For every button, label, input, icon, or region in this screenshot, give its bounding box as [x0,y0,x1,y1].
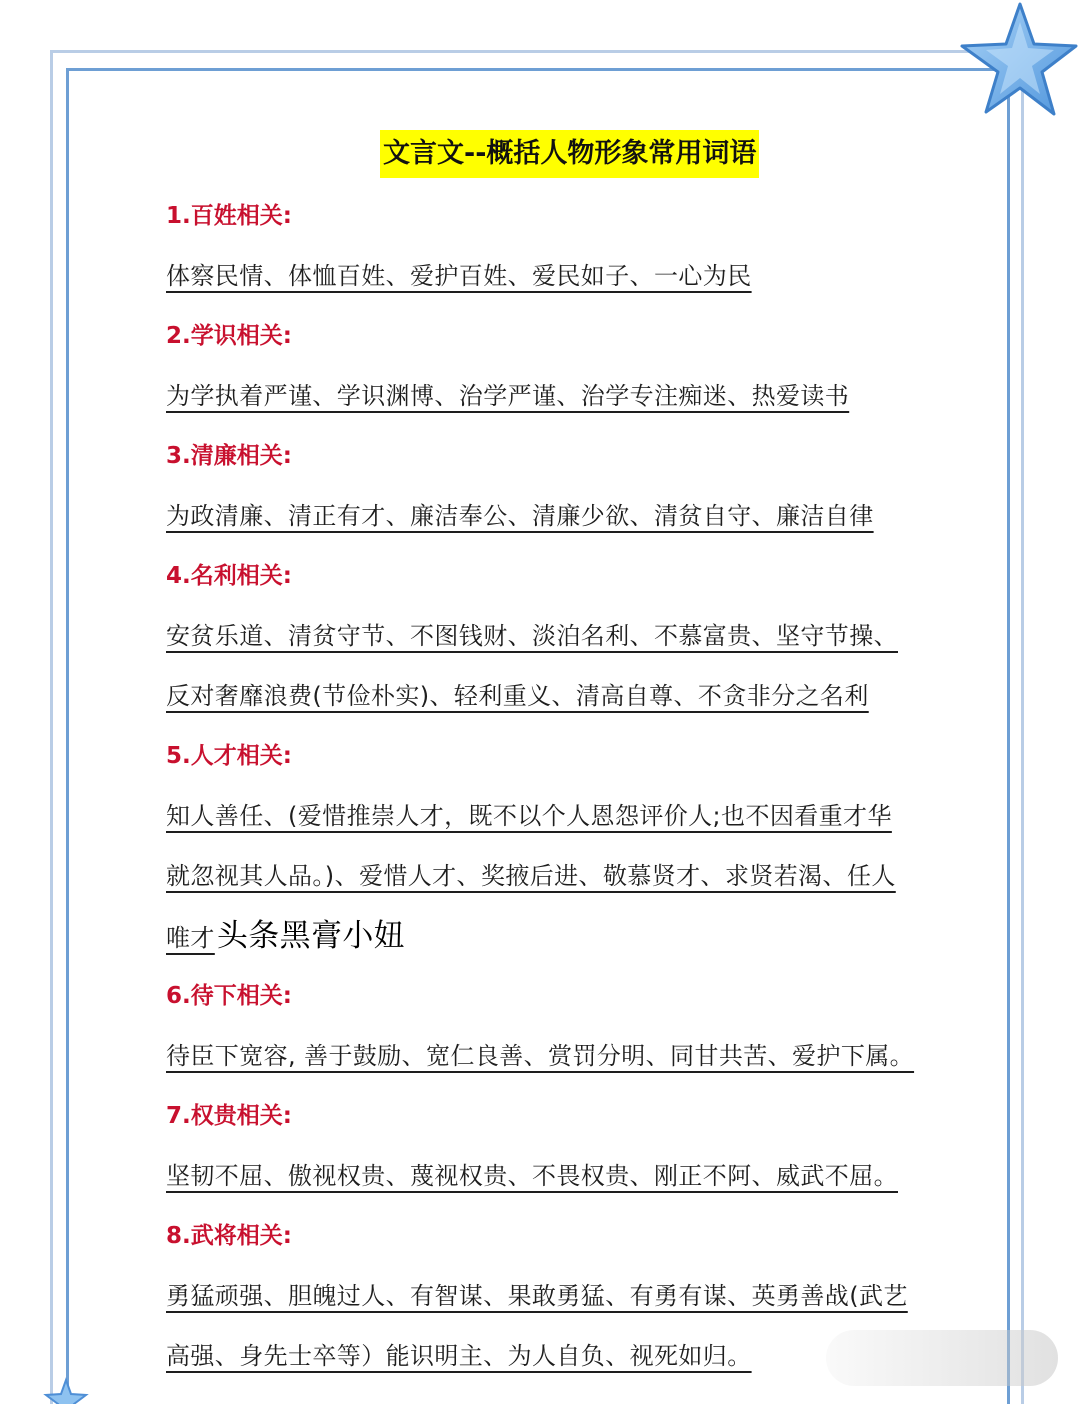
section-heading: 2.学识相关: [166,323,292,349]
section-line [166,366,976,426]
page-title: 文言文--概括人物形象常用词语 [380,130,759,178]
section-line [166,786,976,846]
watermark-text: 头条黑膏小妞 [216,918,406,954]
section-line [166,666,976,726]
section-line [166,246,976,306]
section-line [166,606,976,666]
line-text: 体察民情、体恤百姓、爱护百姓、爱民如子、一心为民 [166,262,752,290]
line-text: 就忽视其人品。)、爱惜人才、奖掖后进、敬慕贤才、求贤若渴、任人 [166,862,896,890]
section-line [166,1146,976,1206]
section-line [166,486,976,546]
line-text: 安贫乐道、清贫守节、不图钱财、淡泊名利、不慕富贵、坚守节操、 [166,622,898,650]
section-heading: 5.人才相关: [166,743,292,769]
section-line [166,846,976,906]
line-text: 反对奢靡浪费(节俭朴实)、轻利重义、清高自尊、不贪非分之名利 [166,682,869,710]
word-list [166,186,976,1386]
line-text: 为学执着严谨、学识渊博、治学严谨、治学专注痴迷、热爱读书 [166,382,850,410]
line-text: 高强、身先士卒等）能识明主、为人自负、视死如归。 [166,1342,752,1370]
corner-star-icon [42,1376,90,1404]
scroll-indicator [826,1330,1058,1386]
section-line [166,906,976,966]
line-text: 为政清廉、清正有才、廉洁奉公、清廉少欲、清贫自守、廉洁自律 [166,502,874,530]
section-heading: 6.待下相关: [166,983,292,1009]
section-heading: 7.权贵相关: [166,1103,292,1129]
line-text: 知人善任、(爱惜推崇人才，既不以个人恩怨评价人;也不因看重才华 [166,802,892,830]
line-text: 勇猛顽强、胆魄过人、有智谋、果敢勇猛、有勇有谋、英勇善战(武艺 [166,1282,908,1310]
section-line [166,1266,976,1326]
star-icon [952,0,1080,128]
line-text: 坚韧不屈、傲视权贵、蔑视权贵、不畏权贵、刚正不阿、威武不屈。 [166,1162,898,1190]
section-heading: 3.清廉相关: [166,443,292,469]
section-heading: 8.武将相关: [166,1223,292,1249]
section-heading: 1.百姓相关: [166,203,292,229]
section-heading: 4.名利相关: [166,563,292,589]
section-line [166,1026,976,1086]
line-text: 待臣下宽容, 善于鼓励、宽仁良善、赏罚分明、同甘共苦、爱护下属。 [166,1042,915,1070]
line-text: 唯才 [166,924,215,952]
